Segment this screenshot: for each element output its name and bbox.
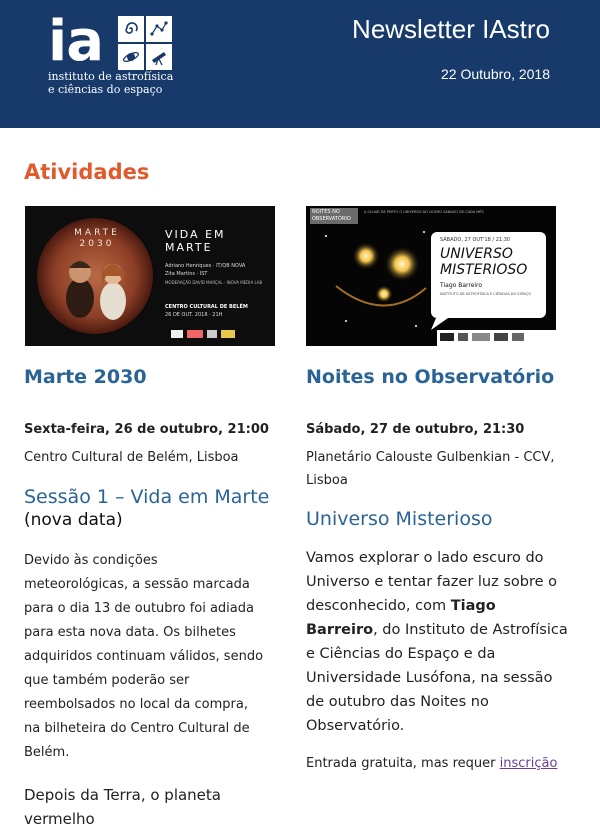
- poster-partner-logos: [440, 333, 550, 342]
- event-title[interactable]: Noites no Observatório: [306, 366, 555, 388]
- poster-moderation: MODERAÇÃO DAVID MARÇAL · INOVA MEDIA LAB: [165, 280, 263, 285]
- poster-speaker-1: Adriano Henriques · IT/QB NOVA: [165, 263, 246, 269]
- poster-marte-label: MARTE 2030: [74, 228, 120, 249]
- event-column-noites: [306, 366, 576, 776]
- logo-spiral-icon: [118, 16, 144, 42]
- entry-info: [306, 752, 576, 776]
- event-when: Sábado, 27 de outubro, 21:30: [306, 422, 525, 437]
- poster-title-line-2: MARTE: [165, 241, 213, 254]
- event-when: Sexta-feira, 26 de outubro, 21:00: [24, 422, 269, 437]
- universo-misterioso-poster[interactable]: [306, 206, 556, 346]
- logo-icon-grid: [118, 16, 172, 70]
- marte-2030-poster[interactable]: [25, 206, 275, 346]
- poster-badge: NOITES NO OBSERVATÓRIO: [310, 208, 358, 224]
- poster-date: SÁBADO, 27 OUT'18 / 21:30: [440, 237, 511, 243]
- logo-telescope-icon: [146, 44, 172, 70]
- poster-title-line-1: UNIVERSO: [440, 246, 513, 262]
- description-text: Vamos explorar o lado escuro do Universo e tentar fazer luz sobre o desconhecido, com: [306, 550, 558, 614]
- section-title: Atividades: [24, 160, 150, 184]
- logo-constellation-icon: [146, 16, 172, 42]
- event-note: (nova data): [24, 510, 123, 530]
- description-text-continued: , do Instituto de Astrofísica e Ciências do Espaço e da Universidade Lusófona, na sessão de outubro das Noites no Observatório.: [306, 622, 568, 734]
- event-paragraph-continued: Depois da Terra, o planeta vermelho: [24, 786, 221, 828]
- entry-text: Entrada gratuita, mas requer: [306, 756, 500, 771]
- logo-line-2: e ciências do espaço: [48, 83, 163, 96]
- poster-title-line-1: VIDA EM: [165, 228, 226, 241]
- event-title[interactable]: Marte 2030: [24, 366, 147, 388]
- logo-letters: ia: [48, 9, 103, 74]
- poster-speaker-2: Zita Martins · IST: [165, 271, 208, 277]
- event-subtitle: Universo Misterioso: [306, 508, 493, 530]
- poster-venue: CENTRO CULTURAL DE BELÉM: [165, 304, 248, 310]
- logo-planet-icon: [118, 44, 144, 70]
- poster-background: [25, 206, 275, 346]
- poster-affiliation: INSTITUTO DE ASTROFÍSICA E CIÊNCIAS DO ESPAÇO: [440, 292, 532, 296]
- poster-title-line-2: MISTERIOSO: [440, 262, 528, 278]
- event-subtitle: Sessão 1 – Vida em Marte: [24, 486, 270, 508]
- newsletter-title: Newsletter IAstro: [352, 14, 550, 44]
- poster-tagline: A OLHAR DE PERTO O UNIVERSO NO ÚLTIMO SÁBADO DE CADA MÊS: [364, 210, 484, 214]
- event-paragraph: Devido às condições meteorológicas, a sessão marcada para o dia 13 de outubro foi adiada para esta nova data. Os bilhetes adquiridos continuam válidos, sendo que também poderão ser reembolsados no local da compra, na bilheteira do Centro Cultural de Belém.: [24, 553, 264, 760]
- poster-partner-logos: [171, 330, 271, 340]
- event-description: [306, 546, 568, 738]
- poster-date: 26 DE OUT. 2018 · 21H: [165, 312, 223, 318]
- event-column-marte: [24, 366, 274, 831]
- registration-link[interactable]: inscrição: [499, 756, 558, 771]
- newsletter-date: 22 Outubro, 2018: [441, 66, 550, 82]
- newsletter-header: [0, 0, 600, 128]
- event-where: Planetário Calouste Gulbenkian - CCV, Lisboa: [306, 450, 555, 488]
- poster-speaker: Tiago Barreiro: [440, 282, 483, 289]
- speaker-name: Tiago Barreiro: [306, 598, 496, 638]
- event-where: Centro Cultural de Belém, Lisboa: [24, 450, 239, 465]
- logo-line-1: instituto de astrofísica: [48, 70, 174, 83]
